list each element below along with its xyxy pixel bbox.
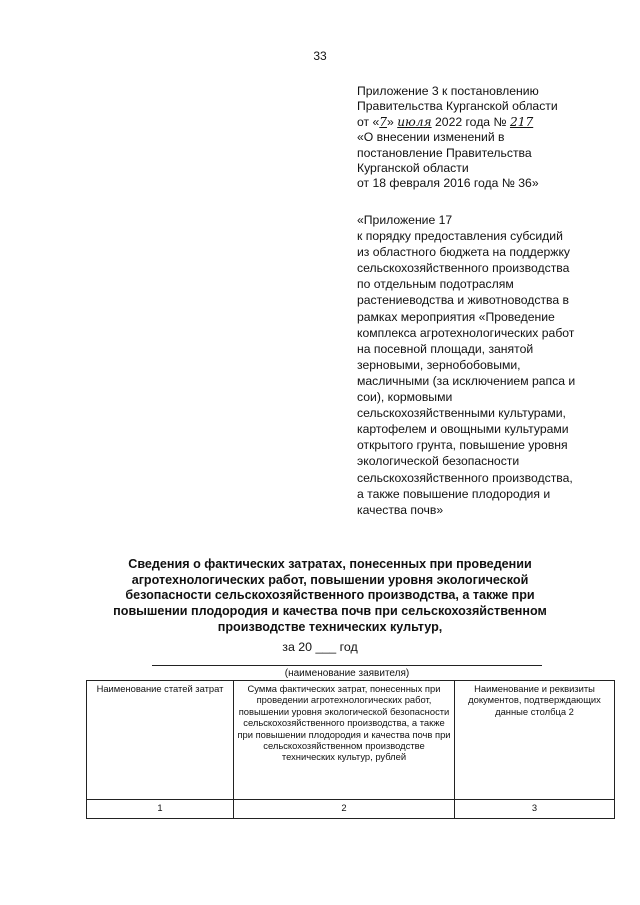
date-prefix: от « <box>357 114 380 129</box>
annex-3-line: Правительства Курганской области <box>357 99 558 114</box>
title-line: Сведения о фактических затратах, понесенных при проведении <box>128 557 532 571</box>
page-number: 33 <box>313 49 327 63</box>
annex-17-line: сельскохозяйственными культурами, <box>357 406 566 421</box>
header-cost-items: Наименование статей затрат <box>87 681 234 800</box>
annex-3-line: Приложение 3 к постановлению <box>357 84 539 98</box>
annex-3-line: от 18 февраля 2016 года № 36» <box>357 176 539 191</box>
annex-17-line: экологической безопасности <box>357 454 520 469</box>
annex-17-line: «Приложение 17 <box>357 213 453 227</box>
annex-17-line: картофелем и овощными культурами <box>357 422 569 437</box>
column-number: 2 <box>234 800 455 819</box>
handwritten-number: 217 <box>509 114 534 129</box>
year-line: за 20 ___ год <box>282 640 358 654</box>
annex-17-line: растениеводства и животноводства в <box>357 293 570 308</box>
document-title <box>95 557 565 636</box>
annex-17-line: на посевной площади, занятой <box>357 341 534 356</box>
annex-17-line: рамках мероприятия «Проведение <box>357 309 555 324</box>
annex-17-line: из областного бюджета на поддержку <box>357 245 571 260</box>
handwritten-month: июля <box>397 114 432 129</box>
annex-17-header <box>357 212 617 518</box>
annex-3-date-line <box>357 115 617 130</box>
applicant-caption: (наименование заявителя) <box>284 668 410 679</box>
annex-17-line: зерновыми, зернобобовыми, <box>357 357 521 372</box>
header-documents: Наименование и реквизиты документов, подтверждающих данные столбца 2 <box>455 681 615 800</box>
header-actual-costs: Сумма фактических затрат, понесенных при проведении агротехнологических работ, повышении уровня экологической безопасности сельскохозяйственного производства, а также при повышении плодородия и качества почв при сельскохозяйственном производстве технических культур, рублей <box>234 681 455 800</box>
column-number: 3 <box>455 800 615 819</box>
annex-17-line: по отдельным подотраслям <box>357 277 514 292</box>
title-line: безопасности сельскохозяйственного производства, а также при <box>125 588 535 603</box>
annex-17-line: сельскохозяйственного производства, <box>357 470 573 485</box>
applicant-name-line <box>152 665 542 666</box>
column-number: 1 <box>87 800 234 819</box>
title-line: повышении плодородия и качества почв при сельскохозяйственном <box>113 604 547 619</box>
date-year: 2022 года № <box>431 114 510 129</box>
annex-17-line: сельскохозяйственного производства <box>357 261 570 276</box>
annex-3-header <box>357 84 617 192</box>
annex-17-line: открытого грунта, повышение уровня <box>357 438 568 453</box>
annex-3-line: Курганской области <box>357 161 469 176</box>
annex-3-line: «О внесении изменений в <box>357 130 505 145</box>
table-row <box>87 800 615 819</box>
title-line: производстве технических культур, <box>217 619 443 634</box>
annex-17-line: масличными (за исключением рапса и <box>357 373 576 388</box>
title-line: агротехнологических работ, повышении уровня экологической <box>131 572 529 587</box>
annex-17-line: к порядку предоставления субсидий <box>357 229 563 244</box>
annex-17-line: сои), кормовыми <box>357 390 453 405</box>
date-mid: » <box>387 114 398 129</box>
annex-17-line: качества почв» <box>357 502 444 517</box>
table-header-row <box>87 681 615 800</box>
annex-17-line: комплекса агротехнологических работ <box>357 325 575 340</box>
annex-3-line: постановление Правительства <box>357 145 532 160</box>
costs-table <box>86 680 615 819</box>
handwritten-day: 7 <box>379 114 388 129</box>
annex-17-line: а также повышение плодородия и <box>357 486 551 501</box>
